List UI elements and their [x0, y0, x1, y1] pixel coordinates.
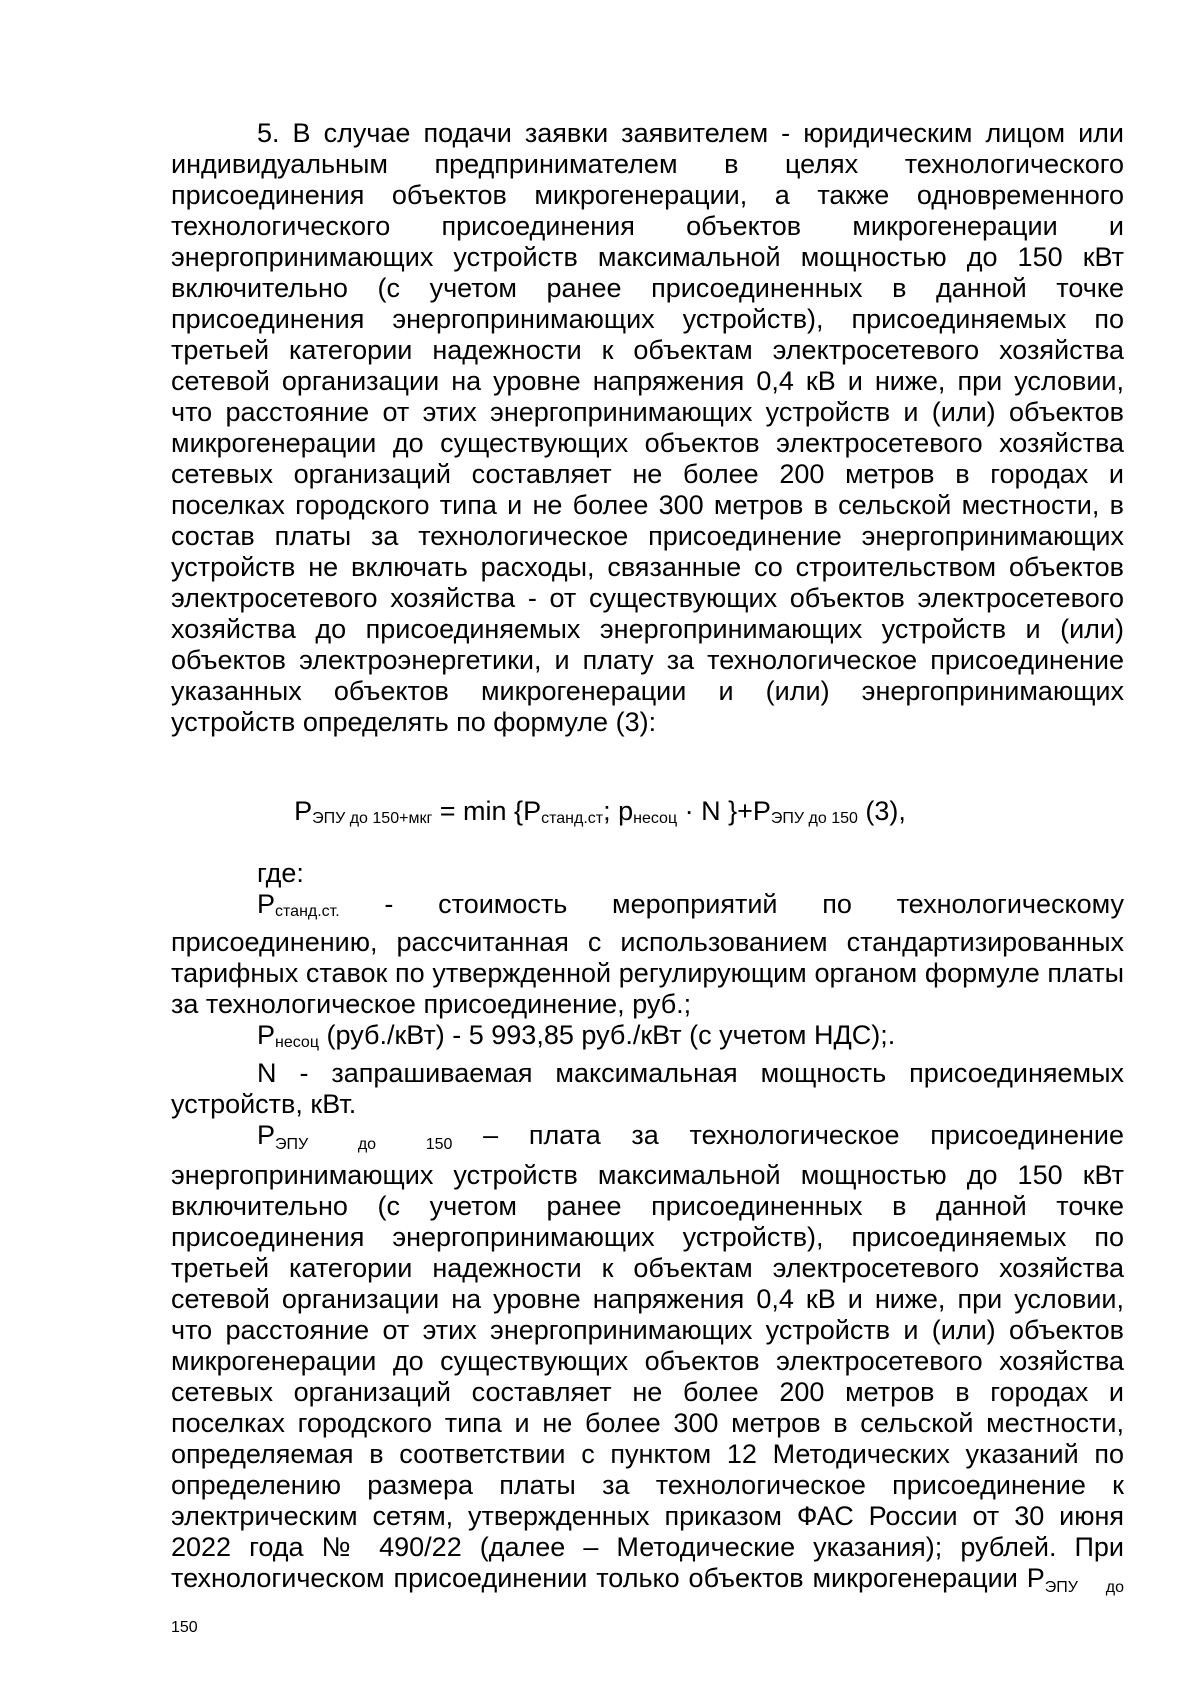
formula-sub-epu-mkg: ЭПУ до 150+мкг: [312, 810, 433, 827]
definition-standard-text: - стоимость мероприятий по технологическому присоединению, рассчитанная с использованием стандартизированных тарифных ставок по утвержденной регулирующим органом формуле платы за технологическое присоединение, руб.;: [171, 889, 1124, 1019]
paragraph-5: [171, 118, 1124, 738]
formula-3: [0, 794, 1200, 836]
definition-epu-text: – плата за технологическое присоединение энергопринимающих устройств максимальной мощностью до 150 кВт включительно (с учетом ранее присоединенных в данной точке присоединения энергопринимающих устройств), присоединяемых по третьей категории надежности к объектам электросетевого хозяйства сетевой организации на уровне напряжения 0,4 кВ и ниже, при условии, что расстояние от этих энергопринимающих устройств и (или) объектов микрогенерации до существующих объектов электросетевого хозяйства сетевых организаций составляет не более 200 метров в городах и поселках городского типа и не более 300 метров в сельской местности, определяемая в соответствии с пунктом 12 Методических указаний по определению размера платы за технологическое присоединение к электрическим сетям, утвержденных приказом ФАС России от 30 июня 2022 года № 490/22 (далее – Методические указания); рублей. При технологическом присоединении только объектов микрогенерации P: [171, 1120, 1124, 1593]
formula-semi: ; p: [603, 796, 634, 826]
definition-epu-trailing-sub: ЭПУ до 150: [171, 1579, 1124, 1636]
formula-sub-standard: станд.ст: [541, 810, 604, 827]
definition-n: N - запрашиваемая максимальная мощность присоединяемых устройств, кВт.: [171, 1058, 1124, 1119]
definition-standard-symbol: P: [257, 889, 276, 919]
definition-standard: [171, 889, 1124, 1020]
definition-nesots-text: (руб./кВт) - 5 993,85 руб./кВт (с учетом НДС);.: [319, 1020, 896, 1050]
formula-eq: = min {P: [432, 796, 542, 826]
formula-sub-epu: ЭПУ до 150: [770, 810, 858, 827]
formula-p-epu-mkg: P: [294, 796, 313, 826]
definition-epu: [171, 1120, 1124, 1643]
definition-nesots-symbol: P: [257, 1020, 276, 1050]
formula-mid: · N }+P: [677, 796, 771, 826]
definition-epu-sub: ЭПУ до 150: [275, 1136, 453, 1153]
definition-standard-sub: станд.ст.: [275, 903, 340, 920]
where-label: где:: [257, 858, 304, 888]
formula-sub-nesots: несоц: [633, 810, 678, 827]
paragraph-5-text: 5. В случае подачи заявки заявителем - юридическим лицом или индивидуальным предпринимателем в целях технологического присоединения объектов микрогенерации, а также одновременного технологического присоединения объектов микрогенерации и энергопринимающих устройств максимальной мощностью до 150 кВт включительно (с учетом ранее присоединенных в данной точке присоединения энергопринимающих устройств), присоединяемых по третьей категории надежности к объектам электросетевого хозяйства сетевой организации на уровне напряжения 0,4 кВ и ниже, при условии, что расстояние от этих энергопринимающих устройств и (или) объектов микрогенерации до существующих объектов электросетевого хозяйства сетевых организаций составляет не более 200 метров в городах и поселках городского типа и не более 300 метров в сельской местности, в состав платы за технологическое присоединение энергопринимающих устройств не включать расходы, связанные со строительством объектов электросетевого хозяйства - от существующих объектов электросетевого хозяйства до присоединяемых энергопринимающих устройств и (или) объектов электроэнергетики, и плату за технологическое присоединение указанных объектов микрогенерации и (или) энергопринимающих устройств определять по формуле (3):: [171, 118, 1124, 737]
definition-nesots: [171, 1020, 1124, 1058]
definition-epu-symbol: P: [257, 1120, 276, 1150]
definition-nesots-sub: несоц: [275, 1034, 319, 1051]
definitions: [171, 858, 1124, 1643]
formula-tail: (3),: [857, 796, 906, 826]
